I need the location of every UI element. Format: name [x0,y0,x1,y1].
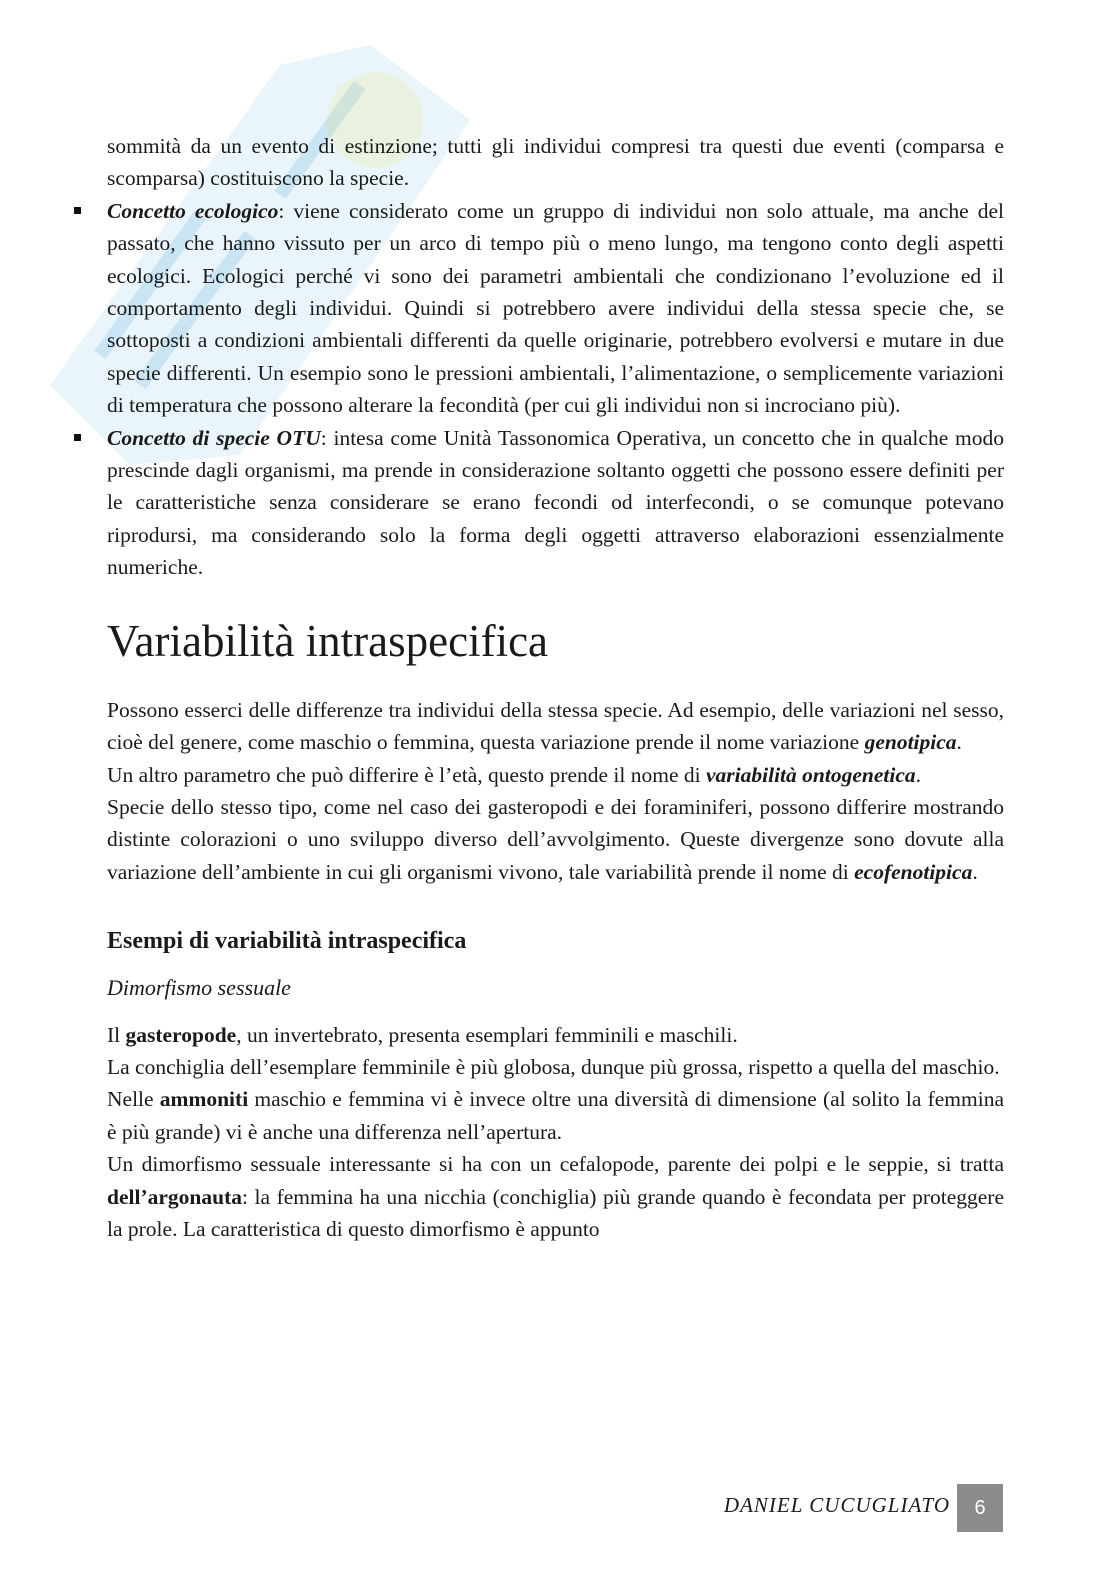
bold-term: gasteropode [125,1022,237,1047]
bullet-icon [74,434,81,441]
subsection-paragraph: Nelle ammoniti maschio e femmina vi è invece oltre una diversità di dimensione (al solito la femmina è più grande) vi è anche una differenza nell’apertura. [107,1087,1004,1144]
highlighted-term: ecofenotipica [854,859,973,884]
subsection-paragraph: La conchiglia dell’esemplare femminile è più globosa, dunque più grossa, rispetto a quella del maschio. [107,1054,1000,1079]
section-paragraph: Un altro parametro che può differire è l’età, questo prende il nome di variabilità ontogenetica. [107,762,921,787]
document-body [107,130,1004,1245]
section-paragraph: Possono esserci delle differenze tra individui della stessa specie. Ad esempio, delle variazioni nel sesso, cioè del genere, come maschio o femmina, questa variazione prende il nome variazione genotipica. [107,697,1004,755]
section-title: Variabilità intraspecifica [107,615,549,666]
highlighted-term: genotipica [864,730,957,755]
footer-author: DANIEL CUCUGLIATO [723,1493,950,1517]
subsection-title: Esempi di variabilità intraspecifica [107,928,467,955]
subsection-paragraph: Un dimorfismo sessuale interessante si ha con un cefalopode, parente dei polpi e le seppie, si tratta dell’argonauta: la femmina ha una nicchia (conchiglia) più grande quando è fecondata per proteggere la prole. La caratteristica di questo dimorfismo è appunto [107,1152,1004,1241]
subsection-paragraph: Il gasteropode, un invertebrato, presenta esemplari femminili e maschili. [107,1022,738,1047]
concept-term: Concetto di specie OTU [107,425,321,450]
concept-text: : viene considerato come un gruppo di individui non solo attuale, ma anche del passato, che hanno vissuto per un arco di tempo più o meno lungo, ma tengono conto degli aspetti ecologici. Ecologici perché vi sono dei parametri ambientali che condizionano l’evoluzione ed il comportamento degli individui. Quindi si potrebbero avere individui della stessa specie che, se sottoposti a condizioni ambientali differenti da quelle originarie, potrebbero evolversi e mutare in due specie differenti. Un esempio sono le pressioni ambientali, l’alimentazione, o semplicemente variazioni di temperatura che possono alterare la fecondità (per cui gli individui non si incrociano più). [107,198,1004,418]
bullet-icon [74,207,81,214]
section-paragraph: Specie dello stesso tipo, come nel caso dei gasteropodi e dei foraminiferi, possono differire mostrando distinte colorazioni o uno sviluppo diverso dell’avvolgimento. Queste divergenze sono dovute alla variazione dell’ambiente in cui gli organismi vivono, tale variabilità prende il nome di ecofenotipica. [107,794,1004,884]
bold-term: ammoniti [159,1087,249,1112]
concept-list [107,195,1004,584]
concept-term: Concetto ecologico [107,198,279,223]
intro-paragraph: sommità da un evento di estinzione; tutti gli individui compresi tra questi due eventi (comparsa e scomparsa) costituiscono la specie. [107,134,1004,191]
list-item [107,422,1004,584]
bold-term: dell’argonauta [107,1184,242,1209]
concept-text: : intesa come Unità Tassonomica Operativa, un concetto che in qualche modo prescinde dagli organismi, ma prende in considerazione soltanto oggetti che possono essere definiti per le caratteristiche senza considerare se erano fecondi od interfecondi, o se comunque potevano riprodursi, ma considerando solo la forma degli oggetti attraverso elaborazioni essenzialmente numeriche. [107,425,1004,580]
list-item [107,195,1004,422]
page-number: 6 [957,1484,1003,1532]
subsection-subtitle: Dimorfismo sessuale [107,975,291,1001]
highlighted-term: variabilità ontogenetica [706,762,916,787]
